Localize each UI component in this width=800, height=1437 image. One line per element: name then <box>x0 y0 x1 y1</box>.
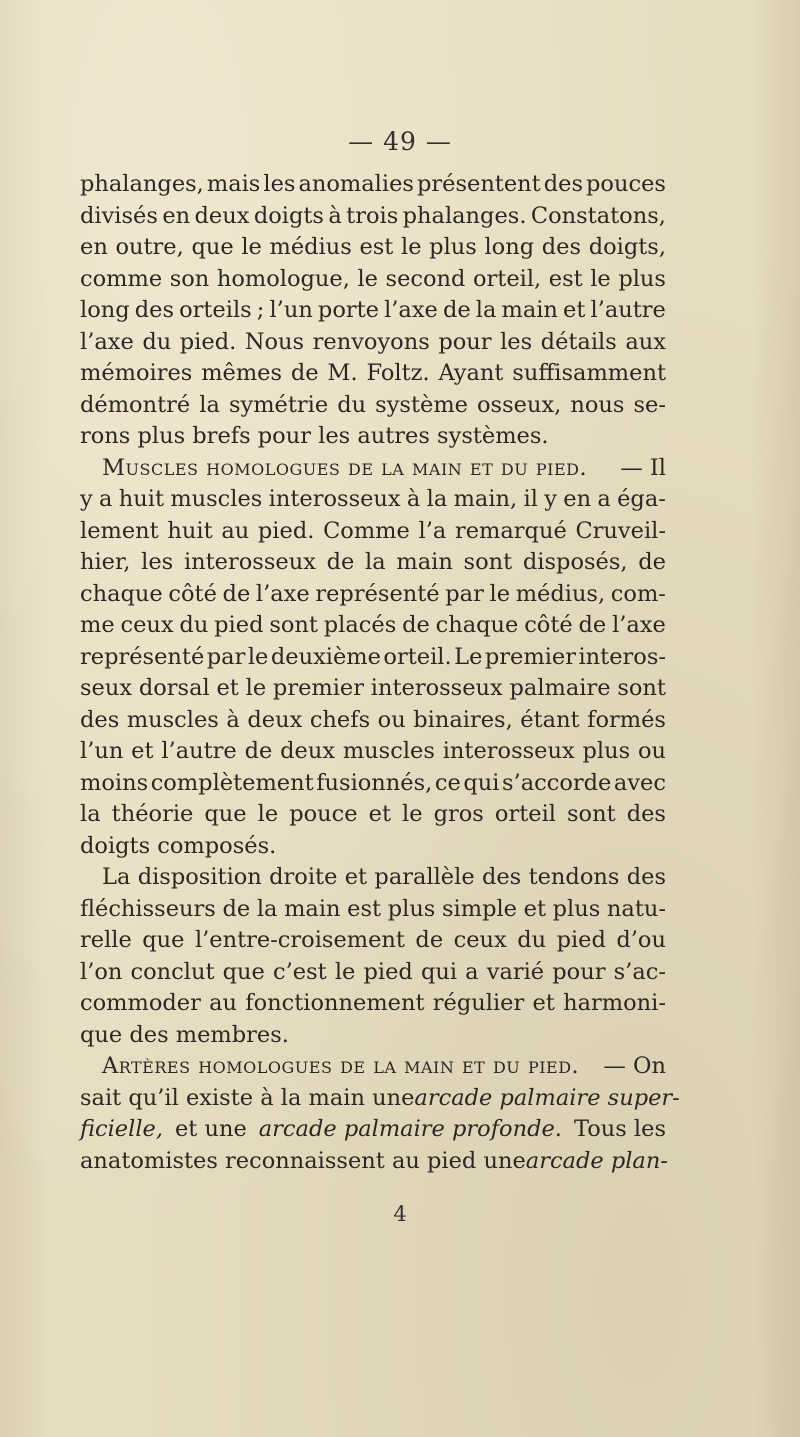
word: pouce <box>289 801 358 827</box>
word: sont <box>269 612 318 638</box>
word: système <box>375 391 468 418</box>
word: tendons <box>528 864 620 890</box>
text-line <box>80 232 666 264</box>
word: le <box>590 265 611 292</box>
word: remarqué <box>454 517 567 544</box>
italic-term: arcade palmaire super- <box>414 1084 680 1111</box>
word: l’axe <box>255 580 310 607</box>
word: l’a <box>418 517 447 544</box>
word: binaires, <box>413 706 513 733</box>
text-line <box>80 1146 666 1178</box>
word: la <box>475 297 497 323</box>
word: me <box>80 612 115 638</box>
word: complètement <box>150 769 314 796</box>
word: et <box>563 297 586 323</box>
word: gros <box>433 801 484 827</box>
word: interos- <box>578 643 666 670</box>
word: avec <box>613 769 666 796</box>
word: porte <box>317 297 379 323</box>
word: a <box>597 486 611 512</box>
word: et <box>216 675 239 701</box>
word: com- <box>610 580 666 607</box>
word: long <box>80 297 130 323</box>
word: orteil, <box>473 265 542 292</box>
word: La <box>102 864 131 890</box>
word: mais <box>206 171 261 197</box>
word: phalanges. <box>402 202 527 229</box>
body-text <box>80 169 680 1177</box>
word: deux <box>280 738 336 764</box>
word: suffisamment <box>512 360 666 386</box>
word: des <box>134 297 174 323</box>
text-run: et une <box>174 1116 247 1142</box>
word: la <box>199 391 220 418</box>
word: ceux <box>453 927 507 953</box>
word: la <box>426 486 448 512</box>
word: du <box>179 612 209 638</box>
word: le <box>241 234 262 260</box>
word: ceux <box>120 612 174 638</box>
text-line <box>80 169 666 201</box>
word: le <box>247 643 269 670</box>
word: et <box>131 738 154 764</box>
heading-text: Muscles homologues de la main et du pied. <box>102 454 588 481</box>
word: à <box>406 486 421 512</box>
word: l’axe <box>612 612 666 638</box>
word: des <box>541 234 582 260</box>
word: chefs <box>309 706 371 733</box>
heading-continuation: — Il <box>620 454 666 481</box>
word: disposés, <box>522 549 628 575</box>
word: deux <box>247 706 303 733</box>
text-line <box>80 988 666 1020</box>
word: commoder <box>80 990 201 1016</box>
text-line <box>80 957 666 989</box>
word: et <box>344 864 368 890</box>
word: main <box>284 895 341 922</box>
word: orteil. <box>383 643 452 670</box>
word: Ayant <box>438 360 504 386</box>
text-line <box>80 799 666 831</box>
word: pied <box>556 927 606 953</box>
word: trois <box>346 202 399 229</box>
word: que <box>191 234 234 260</box>
word: muscles <box>170 486 263 512</box>
word: de <box>222 580 251 607</box>
word: dorsal <box>138 675 210 701</box>
word: le <box>357 265 378 292</box>
word: disposition <box>137 864 262 890</box>
word: le <box>257 801 279 827</box>
word: représenté <box>315 580 440 607</box>
word: muscles <box>126 706 219 733</box>
word: pour <box>438 328 492 355</box>
word: symétrie <box>228 391 329 418</box>
word: Comme <box>323 517 410 544</box>
word: régulier <box>432 990 525 1016</box>
word: que <box>222 958 265 985</box>
word: deuxième <box>270 643 381 670</box>
word: fonctionnement <box>245 990 425 1016</box>
word: huit <box>167 517 213 544</box>
word: premier <box>484 643 576 670</box>
word: harmoni- <box>563 990 666 1016</box>
word: a <box>465 958 479 985</box>
word: palmaire <box>509 675 611 701</box>
word: présentent <box>416 171 541 197</box>
word: de <box>290 360 319 386</box>
word: que <box>142 927 185 953</box>
word: l’un <box>80 738 124 764</box>
word: de <box>222 895 251 922</box>
word: ce <box>434 769 461 796</box>
word: au <box>209 990 238 1016</box>
word: mémoires <box>80 360 193 386</box>
word: plus <box>387 895 436 922</box>
word: conclut <box>130 958 215 985</box>
heading-continuation: — On <box>603 1053 666 1079</box>
word: renvoyons <box>312 328 430 355</box>
word: en <box>563 486 592 512</box>
word: interosseux <box>183 549 316 575</box>
word: théorie <box>111 801 194 827</box>
text-line <box>80 925 666 957</box>
word: seux <box>80 675 133 701</box>
word: phalanges, <box>80 171 204 197</box>
text-line <box>80 673 666 705</box>
word: l’axe <box>80 328 134 355</box>
word: pied <box>214 612 264 638</box>
word: long <box>484 234 535 260</box>
page-number: — 49 — <box>348 127 452 156</box>
word: deux <box>194 202 250 229</box>
word: se- <box>633 391 666 418</box>
word: simple <box>442 895 517 922</box>
word: divisés <box>80 202 158 229</box>
word: pied. <box>179 328 237 355</box>
word: les <box>263 171 296 197</box>
word: outre, <box>115 234 184 260</box>
word: des <box>626 801 666 827</box>
word: pouces <box>586 171 666 197</box>
word: de <box>326 549 355 575</box>
word: relle <box>80 927 132 953</box>
word: hier, <box>80 549 131 575</box>
word: représenté <box>80 643 205 670</box>
word: plus <box>618 265 666 292</box>
word: et <box>532 990 555 1016</box>
word: formés <box>587 706 666 733</box>
word: la <box>365 549 386 575</box>
word: ou <box>377 706 406 733</box>
word: homologue, <box>216 265 350 292</box>
text-run: anatomistes reconnaissent au pied une <box>80 1147 526 1174</box>
text-line <box>80 736 666 768</box>
word: moins <box>80 769 149 796</box>
word: et <box>368 801 391 827</box>
word: côté <box>168 580 217 607</box>
signature-mark: 4 <box>393 1202 407 1226</box>
word: sont <box>567 801 616 827</box>
word: les <box>500 328 533 355</box>
text-line <box>80 484 666 516</box>
word: Foltz. <box>366 360 430 386</box>
text-line <box>80 295 666 327</box>
text-line <box>80 768 666 800</box>
word: sont <box>617 675 666 701</box>
word: anomalies <box>298 171 414 197</box>
word: lement <box>80 517 159 544</box>
italic-term: ficielle, <box>80 1116 163 1142</box>
word: à <box>226 706 240 733</box>
word: son <box>169 265 210 292</box>
word: le <box>334 958 356 985</box>
word: pour <box>552 958 606 985</box>
word: des <box>626 864 666 890</box>
word: le <box>401 234 422 260</box>
word: chaque <box>435 612 519 638</box>
word: Nous <box>244 328 305 355</box>
text-line <box>80 1083 680 1115</box>
word: natu- <box>606 895 666 922</box>
word: l’un <box>269 297 313 323</box>
word: nous <box>570 391 625 418</box>
word: de <box>402 612 430 638</box>
word: ; <box>256 297 265 323</box>
text-line <box>80 610 666 642</box>
word: des <box>80 706 120 733</box>
word: démontré <box>80 391 191 418</box>
word: et <box>523 895 546 922</box>
word: le <box>402 801 423 827</box>
word: détails <box>540 328 617 355</box>
word: il <box>523 486 538 512</box>
word: placés <box>323 612 397 638</box>
text-line: doigts composés. <box>80 832 277 859</box>
word: l’on <box>80 958 123 985</box>
word: fléchisseurs <box>80 895 216 922</box>
word: main <box>396 549 453 575</box>
word: interosseux <box>370 675 503 701</box>
word: l’axe <box>384 297 438 323</box>
word: éga- <box>617 486 666 512</box>
word: par <box>445 580 484 607</box>
word: la <box>80 801 101 827</box>
word: chaque <box>80 580 163 607</box>
text-line: que des membres. <box>80 1021 289 1048</box>
text-line <box>80 894 666 926</box>
text-line <box>80 579 666 611</box>
word: qui <box>463 769 500 796</box>
word: mêmes <box>201 360 283 386</box>
heading-text: Artères homologues de la main et du pied. <box>102 1053 580 1079</box>
word: parallèle <box>374 864 475 890</box>
word: est <box>347 895 382 922</box>
word: doigts, <box>588 234 666 260</box>
word: les <box>141 549 174 575</box>
word: ou <box>637 738 666 764</box>
word: pied. <box>257 517 315 544</box>
text-run: sait qu’il existe à la main une <box>80 1084 415 1111</box>
word: second <box>385 265 466 292</box>
text-line <box>80 201 666 233</box>
word: l’entre-croisement <box>194 927 405 953</box>
word: en <box>80 234 108 260</box>
section-heading-arteres <box>80 1051 666 1083</box>
word: Constatons, <box>530 202 666 229</box>
word: est <box>359 234 394 260</box>
word: du <box>142 328 172 355</box>
text-line <box>80 705 666 737</box>
word: de <box>578 612 607 638</box>
word: interosseux <box>268 486 401 512</box>
word: pied <box>363 958 413 985</box>
word: à <box>328 202 342 229</box>
word: des <box>543 171 583 197</box>
word: l’autre <box>161 738 237 764</box>
word: la <box>256 895 278 922</box>
word: aux <box>625 328 666 355</box>
word: par <box>206 643 246 670</box>
word: droite <box>269 864 338 890</box>
word: côté <box>524 612 573 638</box>
word: s’ac- <box>613 958 666 985</box>
word: du <box>337 391 367 418</box>
text-run: Tous les <box>573 1116 666 1142</box>
text-line <box>80 327 666 359</box>
word: comme <box>80 265 163 292</box>
word: que <box>204 801 247 827</box>
word: main, <box>453 486 518 512</box>
text-line <box>80 1114 666 1146</box>
text-line <box>80 516 666 548</box>
word: de <box>415 927 444 953</box>
word: du <box>517 927 547 953</box>
word: plus <box>582 738 631 764</box>
word: de <box>244 738 273 764</box>
word: M. <box>327 360 358 386</box>
word: l’autre <box>590 297 666 323</box>
word: Le <box>454 643 483 670</box>
text-line <box>80 642 666 674</box>
word: s’accorde <box>502 769 612 796</box>
word: plus <box>429 234 477 260</box>
word: au <box>221 517 250 544</box>
word: le <box>245 675 267 701</box>
word: varié <box>486 958 545 985</box>
word: en <box>162 202 191 229</box>
word: a <box>99 486 113 512</box>
word: qui <box>420 958 458 985</box>
word: sont <box>463 549 513 575</box>
word: orteils <box>179 297 252 323</box>
text-line <box>80 264 666 296</box>
word: huit <box>118 486 164 512</box>
word: osseux, <box>477 391 562 418</box>
word: orteil <box>494 801 556 827</box>
word: doigts <box>253 202 324 229</box>
word: médius <box>269 234 352 260</box>
word: des <box>481 864 522 890</box>
text-line <box>80 358 666 390</box>
italic-term: arcade palmaire profonde. <box>258 1116 562 1142</box>
word: de <box>638 549 666 575</box>
text-line: rons plus brefs pour les autres systèmes. <box>80 423 549 449</box>
word: étant <box>520 706 580 733</box>
text-line <box>80 390 666 422</box>
word: le <box>489 580 511 607</box>
word: de <box>442 297 471 323</box>
word: y <box>544 486 557 512</box>
word: y <box>80 486 93 512</box>
section-heading-muscles <box>80 453 666 485</box>
word: premier <box>272 675 364 701</box>
word: interosseux <box>442 738 575 764</box>
word: Cruveil- <box>575 517 666 544</box>
word: plus <box>552 895 601 922</box>
word: médius, <box>515 580 606 607</box>
italic-term: arcade plan- <box>525 1147 668 1174</box>
word: d’ou <box>616 927 666 953</box>
text-line <box>80 862 666 894</box>
word: c’est <box>273 958 327 985</box>
word: muscles <box>342 738 435 764</box>
word: main <box>501 297 558 323</box>
word: est <box>548 265 583 292</box>
text-line <box>80 547 666 579</box>
word: fusionnés, <box>316 769 433 796</box>
